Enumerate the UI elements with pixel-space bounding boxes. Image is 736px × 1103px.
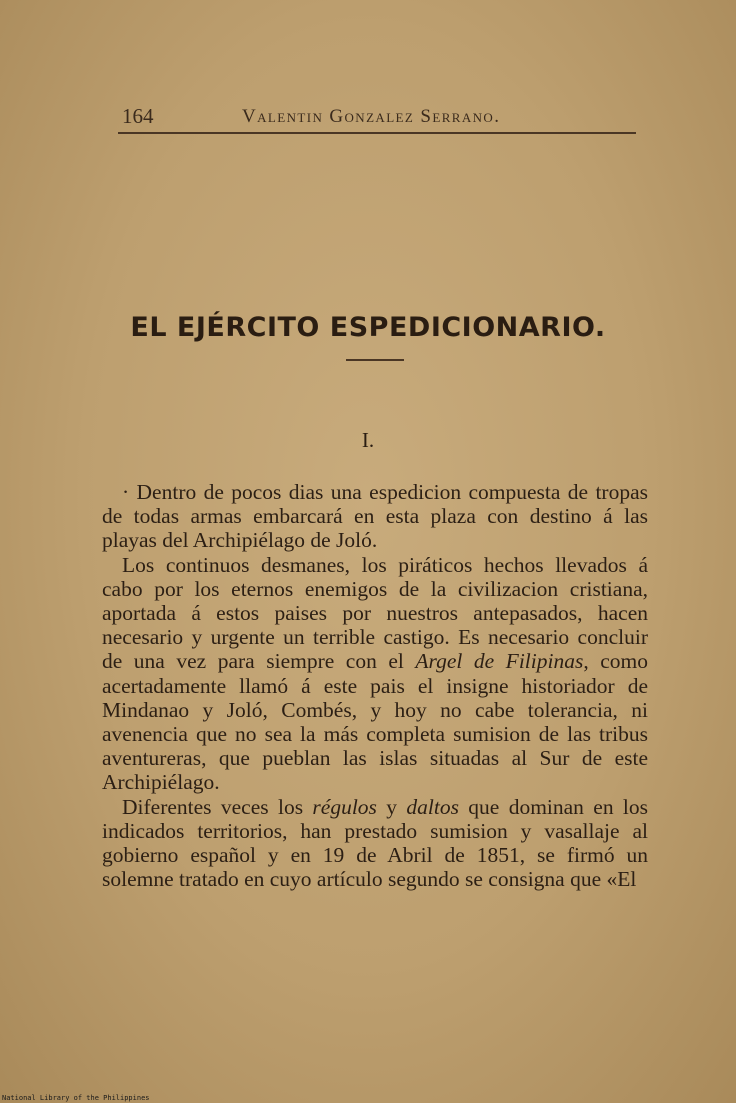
title-rule <box>346 359 404 361</box>
paragraph-text: · Dentro de pocos dias una espedicion compuesta de tropas de todas armas embarcará en esta plaza con destino á las playas del Archipiélago de Joló. <box>102 480 648 553</box>
running-title: Valentin Gonzalez Serrano. <box>242 106 501 127</box>
paragraph-3 <box>102 795 648 892</box>
page-number: 164 <box>122 104 154 128</box>
italic-word: daltos <box>406 794 459 819</box>
paragraph-text: Los continuos desmanes, los piráticos hechos llevados á cabo por los eternos enemigos de la civilizacion cristiana, aportada á estos paises por nuestros antepasados, hacen necesario y urgente un terrible castigo. Es necesario concluir de una vez para siempre con el <box>102 552 648 674</box>
paragraph-text: que dominan en los indicados territorios, han prestado sumision y vasallaje al gobierno español y en 19 de Abril de 1851, se firmó un solemne tratado en cuyo artículo segundo se consigna que «El <box>102 794 649 892</box>
paragraph-1 <box>102 480 648 553</box>
body-text <box>102 480 648 891</box>
section-numeral: I. <box>361 428 375 452</box>
italic-phrase: Argel de Filipinas <box>415 649 584 674</box>
paragraph-2 <box>102 553 648 795</box>
paragraph-text: , como acertadamente llamó á este pais el insigne historiador de Mindanao y Joló, Combés, y hoy no cabe tolerancia, ni avenencia que no sea la más completa sumision de las tribus aventureras, que pueblan las islas situadas al Sur de este Archipiélago. <box>102 649 648 795</box>
paragraph-text: Diferentes veces los <box>122 794 313 819</box>
paragraph-text: y <box>376 794 407 819</box>
header-rule <box>118 132 636 134</box>
library-credit: National Library of the Philippines <box>2 1094 150 1102</box>
italic-word: régulos <box>312 794 377 819</box>
chapter-title: EL EJÉRCITO ESPEDICIONARIO. <box>130 312 606 343</box>
